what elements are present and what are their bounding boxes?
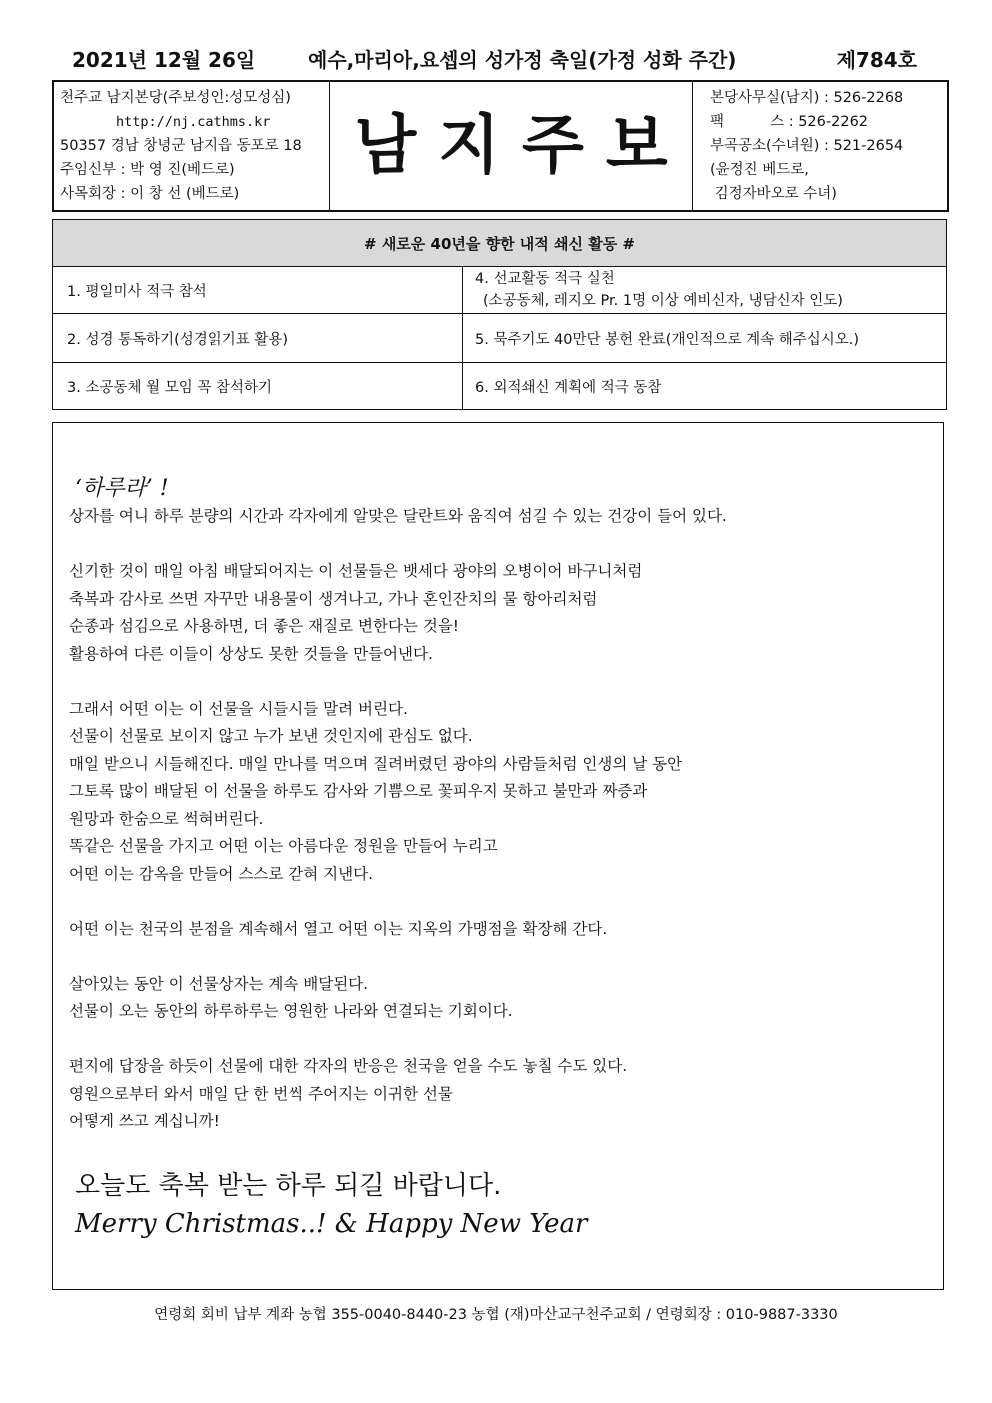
letter-line: 살아있는 동안 이 선물상자는 계속 배달된다. xyxy=(69,974,369,993)
convent-phone: 부곡공소(수녀원) : 521-2654 xyxy=(710,138,904,154)
letter-line: 어떻게 쓰고 계십니까! xyxy=(69,1112,220,1130)
letter-blank-line xyxy=(69,1026,939,1054)
letter-line: 선물이 오는 동안의 하루하루는 영원한 나라와 연결되는 기회이다. xyxy=(69,1002,513,1020)
letter-line: 그래서 어떤 이는 이 선물을 시들시들 말려 버린다. xyxy=(69,699,408,718)
blessing-text: 오늘도 축복 받는 하루 되길 바랍니다. xyxy=(75,1171,502,1201)
letter-line: 원망과 한숨으로 썩혀버린다. xyxy=(69,809,264,828)
letter-heading: ‘하루라’ ! xyxy=(75,476,169,501)
masthead xyxy=(52,80,949,212)
activities-title: # 새로운 40년을 향한 내적 쇄신 활동 # xyxy=(53,220,947,267)
letter-line: 영원으로부터 와서 매일 단 한 번씩 주어지는 이귀한 선물 xyxy=(69,1084,453,1103)
activity-1: 1. 평일미사 적극 참석 xyxy=(53,267,463,314)
renewal-activities-table xyxy=(52,219,947,410)
letter-line: 그토록 많이 배달된 이 선물을 하루도 감사와 기쁨으로 꽃피우지 못하고 불만과 짜증과 xyxy=(69,782,648,800)
letter-line: 선물이 선물로 보이지 않고 누가 보낸 것인지에 관심도 없다. xyxy=(69,727,473,745)
letter-blank-line xyxy=(69,668,939,696)
office-phone: 본당사무실(남지) : 526-2268 xyxy=(710,90,904,106)
bulletin-logo: 남지주보 xyxy=(354,108,690,183)
feast-title: 예수,마리아,요셉의 성가정 축일(가정 성화 주간) xyxy=(308,48,737,72)
letter-line: 활용하여 다른 이들이 상상도 못한 것들을 만들어낸다. xyxy=(69,644,433,663)
logo-box xyxy=(330,82,693,210)
activity-4 xyxy=(463,267,947,314)
letter-line: 매일 받으니 시들해진다. 매일 만나를 먹으며 질려버렸던 광야의 사람들처럼 인생의 날 동안 xyxy=(69,754,683,773)
holiday-greeting: Merry Christmas..! & Happy New Year xyxy=(75,1209,588,1239)
letter-body xyxy=(69,503,939,1136)
letter-line: 신기한 것이 매일 아침 배달되어지는 이 선물들은 뱃세다 광야의 오병이어 바구니처럼 xyxy=(69,562,643,580)
activity-4-detail: (소공동체, 레지오 Pr. 1명 이상 예비신자, 냉담신자 인도) xyxy=(483,293,843,309)
activity-3: 3. 소공동체 월 모임 꼭 참석하기 xyxy=(53,363,463,410)
fax-number: 팩 스 : 526-2262 xyxy=(710,114,869,130)
issue-date: 2021년 12월 26일 xyxy=(72,48,256,72)
activity-5: 5. 묵주기도 40만단 봉헌 완료(개인적으로 계속 해주십시오.) xyxy=(463,314,947,363)
letter-blank-line xyxy=(69,888,939,916)
letter-line: 축복과 감사로 쓰면 자꾸만 내용물이 생겨나고, 가나 혼인잔치의 물 항아리처럼 xyxy=(69,589,598,608)
parish-address: 50357 경남 창녕군 남지읍 동포로 18 xyxy=(60,138,302,154)
convent-contact-1: (윤정진 베드로, xyxy=(710,162,809,178)
parish-url[interactable]: http://nj.cathms.kr xyxy=(116,114,271,130)
letter-line: 똑같은 선물을 가지고 어떤 이는 아름다운 정원을 만들어 누리고 xyxy=(69,837,498,855)
letter-line: 어떤 이는 감옥을 만들어 스스로 갇혀 지낸다. xyxy=(69,864,374,883)
parish-name: 천주교 남지본당(주보성인:성모성심) xyxy=(60,90,291,106)
activity-6: 6. 외적쇄신 계획에 적극 동참 xyxy=(463,363,947,410)
letter-line: 순종과 섬김으로 사용하면, 더 좋은 재질로 변한다는 것을! xyxy=(69,617,460,635)
letter-blank-line xyxy=(69,943,939,971)
parish-info xyxy=(54,82,330,210)
letter-line: 편지에 답장을 하듯이 선물에 대한 각자의 반응은 천국을 얻을 수도 놓칠 수도 있다. xyxy=(69,1057,628,1075)
letter-box xyxy=(52,422,944,1290)
letter-line: 상자를 여니 하루 분량의 시간과 각자에게 알맞은 달란트와 움직여 섬길 수 있는 건강이 들어 있다. xyxy=(69,507,727,525)
council-chair: 사목회장 : 이 창 선 (베드로) xyxy=(60,186,240,202)
footer-account-info: 연령회 회비 납부 계좌 농협 355-0040-8440-23 농협 (재)마산교구천주교회 / 연령회장 : 010-9887-3330 xyxy=(154,1307,838,1323)
activity-2: 2. 성경 통독하기(성경읽기표 활용) xyxy=(53,314,463,363)
issue-number: 제784호 xyxy=(836,48,917,72)
contact-info xyxy=(692,82,947,210)
letter-line: 어떤 이는 천국의 분점을 계속해서 열고 어떤 이는 지옥의 가맹점을 확장해 간다. xyxy=(69,919,608,938)
convent-contact-2: 김정자바오로 수녀) xyxy=(710,186,837,202)
activity-4-title: 4. 선교활동 적극 실천 xyxy=(475,271,615,287)
letter-blank-line xyxy=(69,531,939,559)
pastor-name: 주임신부 : 박 영 진(베드로) xyxy=(60,162,235,178)
issue-header xyxy=(52,40,947,76)
